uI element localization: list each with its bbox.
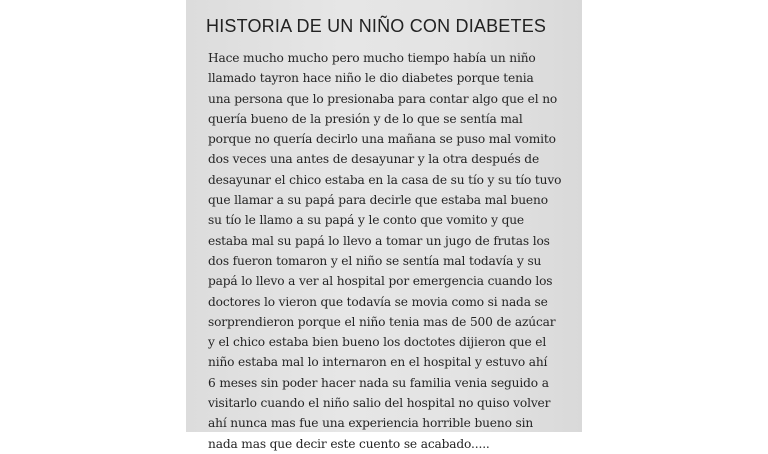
story-line: papá lo llevo a ver al hospital por emergencia cuando los — [208, 274, 553, 289]
story-line: desayunar el chico estaba en la casa de su tío y su tío tuvo — [208, 172, 562, 187]
story-body — [208, 48, 580, 454]
story-line: nada mas que decir este cuento se acabado..... — [208, 436, 490, 451]
story-line: estaba mal su papá lo llevo a tomar un jugo de frutas los — [208, 233, 550, 248]
document-title: HISTORIA DE UN NIÑO CON DIABETES — [206, 16, 547, 36]
story-line: su tío le llamo a su papá y le conto que vomito y que — [208, 213, 524, 228]
story-line: niño estaba mal lo internaron en el hospital y estuvo ahí — [208, 355, 548, 370]
story-line: Hace mucho mucho pero mucho tiempo había un niño — [208, 51, 536, 65]
story-line: visitarlo cuando el niño salio del hospital no quiso volver — [208, 396, 551, 411]
story-line: llamado tayron hace niño le dio diabetes porque tenia — [208, 71, 534, 86]
story-line: dos fueron tomaron y el niño se sentía mal todavía y su — [208, 253, 542, 268]
story-line: 6 meses sin poder hacer nada su familia venia seguido a — [208, 375, 549, 390]
story-line: que llamar a su papá para decirle que estaba mal bueno — [208, 193, 548, 208]
story-line: ahí nunca mas fue una experiencia horrible bueno sin — [208, 416, 534, 431]
story-line: quería bueno de la presión y de lo que se sentía mal — [208, 111, 523, 126]
story-line: porque no quería decirlo una mañana se puso mal vomito — [208, 132, 556, 147]
story-line: sorprendieron porque el niño tenia mas de 500 de azúcar — [208, 314, 556, 329]
story-line: y el chico estaba bien bueno los doctotes dijieron que el — [208, 335, 547, 350]
story-line: dos veces una antes de desayunar y la otra después de — [208, 152, 540, 167]
document-page — [186, 0, 582, 451]
story-line: doctores lo vieron que todavía se movia como si nada se — [208, 294, 548, 309]
story-line: una persona que lo presionaba para contar algo que el no — [208, 91, 558, 106]
